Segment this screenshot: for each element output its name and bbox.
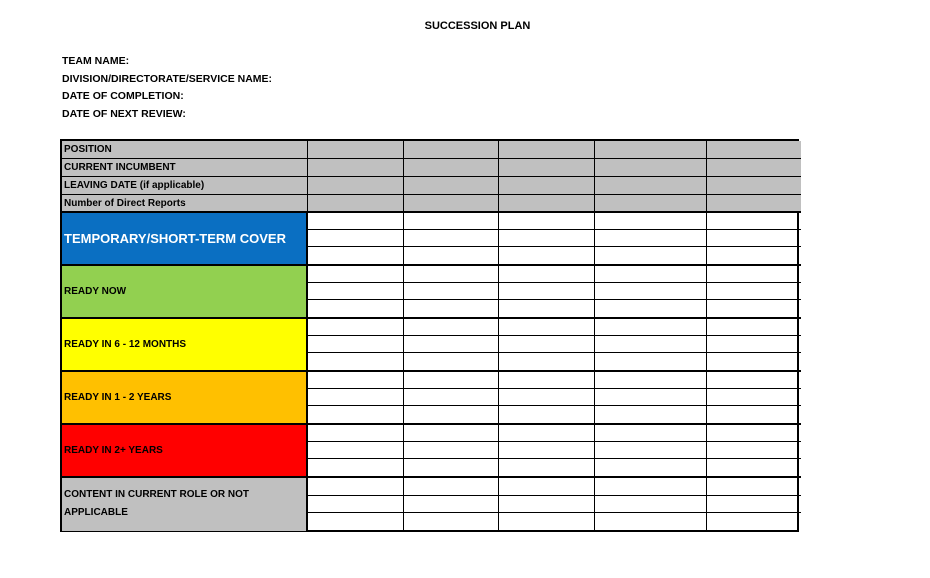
row-label-direct-reports: Number of Direct Reports: [62, 195, 308, 213]
leaving-date-cell[interactable]: [707, 177, 801, 195]
candidate-slot[interactable]: [308, 319, 404, 372]
incumbent-cell[interactable]: [499, 159, 595, 177]
candidate-slot[interactable]: [308, 372, 404, 425]
candidate-slot[interactable]: [595, 372, 707, 425]
candidate-slot[interactable]: [595, 319, 707, 372]
candidate-slot[interactable]: [499, 319, 595, 372]
category-ready-now: READY NOW: [62, 266, 308, 319]
position-cell[interactable]: [308, 141, 404, 159]
team-name-label: TEAM NAME:: [62, 55, 130, 67]
division-label: DIVISION/DIRECTORATE/SERVICE NAME:: [62, 72, 273, 85]
direct-reports-cell[interactable]: [499, 195, 595, 213]
candidate-slot[interactable]: [707, 478, 801, 531]
page-title: SUCCESSION PLAN: [424, 20, 531, 32]
candidate-slot[interactable]: [404, 372, 499, 425]
candidate-slot[interactable]: [595, 213, 707, 266]
category-ready-1-2-years: READY IN 1 - 2 YEARS: [62, 372, 308, 425]
position-cell[interactable]: [404, 141, 499, 159]
position-cell[interactable]: [499, 141, 595, 159]
direct-reports-cell[interactable]: [707, 195, 801, 213]
row-label-leaving-date: LEAVING DATE (if applicable): [62, 177, 308, 195]
candidate-slot[interactable]: [499, 478, 595, 531]
candidate-slot[interactable]: [707, 319, 801, 372]
candidate-slot[interactable]: [707, 425, 801, 478]
candidate-slot[interactable]: [404, 266, 499, 319]
candidate-slot[interactable]: [499, 372, 595, 425]
succession-table: [60, 139, 799, 532]
candidate-slot[interactable]: [707, 213, 801, 266]
candidate-slot[interactable]: [499, 213, 595, 266]
category-ready-6-12-months: READY IN 6 - 12 MONTHS: [62, 319, 308, 372]
leaving-date-cell[interactable]: [499, 177, 595, 195]
incumbent-cell[interactable]: [707, 159, 801, 177]
candidate-slot[interactable]: [499, 266, 595, 319]
candidate-slot[interactable]: [404, 478, 499, 531]
incumbent-cell[interactable]: [404, 159, 499, 177]
candidate-slot[interactable]: [308, 425, 404, 478]
position-cell[interactable]: [595, 141, 707, 159]
candidate-slot[interactable]: [404, 425, 499, 478]
leaving-date-cell[interactable]: [308, 177, 404, 195]
incumbent-cell[interactable]: [308, 159, 404, 177]
candidate-slot[interactable]: [404, 319, 499, 372]
date-of-next-review-label: DATE OF NEXT REVIEW:: [62, 107, 186, 120]
candidate-slot[interactable]: [595, 478, 707, 531]
candidate-slot[interactable]: [595, 266, 707, 319]
position-cell[interactable]: [707, 141, 801, 159]
candidate-slot[interactable]: [308, 478, 404, 531]
direct-reports-cell[interactable]: [404, 195, 499, 213]
candidate-slot[interactable]: [308, 266, 404, 319]
plan-details: [62, 53, 272, 123]
candidate-slot[interactable]: [707, 266, 801, 319]
leaving-date-cell[interactable]: [404, 177, 499, 195]
candidate-slot[interactable]: [595, 425, 707, 478]
row-label-current-incumbent: CURRENT INCUMBENT: [62, 159, 308, 177]
incumbent-cell[interactable]: [595, 159, 707, 177]
candidate-slot[interactable]: [499, 425, 595, 478]
candidate-slot[interactable]: [308, 213, 404, 266]
leaving-date-cell[interactable]: [595, 177, 707, 195]
direct-reports-cell[interactable]: [595, 195, 707, 213]
category-temporary-cover: TEMPORARY/SHORT-TERM COVER: [62, 213, 308, 266]
category-ready-2-plus-years: READY IN 2+ YEARS: [62, 425, 308, 478]
category-content-in-role: CONTENT IN CURRENT ROLE OR NOT APPLICABLE: [62, 478, 308, 531]
candidate-slot[interactable]: [404, 213, 499, 266]
direct-reports-cell[interactable]: [308, 195, 404, 213]
date-of-completion-label: DATE OF COMPLETION:: [62, 90, 184, 102]
candidate-slot[interactable]: [707, 372, 801, 425]
row-label-position: POSITION: [62, 141, 308, 159]
